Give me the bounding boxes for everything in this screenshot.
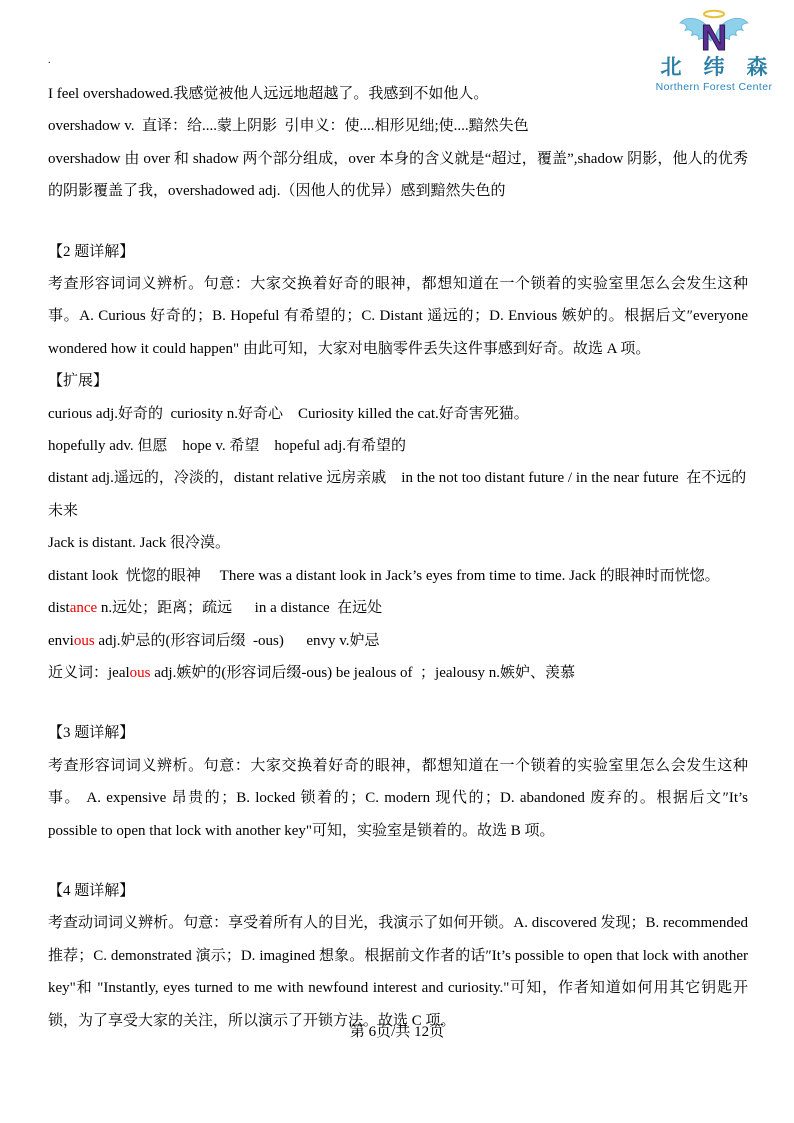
logo-letter-n: N xyxy=(701,17,727,56)
text-segment: adj.妒忌的(形容词后缀 -ous) envy v.妒忌 xyxy=(94,632,380,649)
section-gap xyxy=(48,208,748,236)
text-line: distant adj.遥远的，冷淡的，distant relative 远房亲戚 in the not too distant future / in the near future 在不远的未来 xyxy=(48,470,747,519)
text-segment: 近义词：jeal xyxy=(48,664,130,681)
section-gap xyxy=(48,847,748,875)
text-line xyxy=(48,625,748,657)
section-heading: 【2 题详解】 xyxy=(48,243,135,260)
text-line: curious adj.好奇的 curiosity n.好奇心 Curiosity killed the cat.好奇害死猫。 xyxy=(48,405,529,422)
text-segment: adj.嫉妒的(形容词后缀-ous) be jealous of ；jealousy n.嫉妒、羡慕 xyxy=(150,664,576,681)
section-heading: 【4 题详解】 xyxy=(48,882,135,899)
paragraph: 考查形容词词义辨析。句意：大家交换着好奇的眼神，都想知道在一个锁着的实验室里怎么会发生这种事。 A. expensive 昂贵的；B. locked 锁着的；C. modern 现代的；D. abandoned 废弃的。根据后文″It’s possible to open that lock with another key"可知，实验室是锁着的。故选 B 项。 xyxy=(48,757,748,839)
winged-n-logo-icon xyxy=(676,8,752,56)
document-content xyxy=(48,56,748,1037)
highlighted-suffix: ous xyxy=(73,632,95,649)
paragraph: 考查动词词义辨析。句意：享受着所有人的目光，我演示了如何开锁。A. discovered 发现；B. recommended 推荐；C. demonstrated 演示；D. imagined 想象。根据前文作者的话″It’s possible to open that lock with another key"和 "Instantly, eyes turned to me with newfound interest and curiosity."可知，作者知道如何用其它钥匙开锁，为了享受大家的关注，所以演示了开锁方法。故选 C 项。 xyxy=(48,915,748,1029)
text-line: distant look 恍惚的眼神 There was a distant look in Jack’s eyes from time to time. Jack 的眼神时而恍惚。 xyxy=(48,567,720,584)
section-heading: 【3 题详解】 xyxy=(48,725,135,742)
text-line: overshadow v. 直译：给....蒙上阴影 引申义：使....相形见绌;使....黯然失色 xyxy=(48,118,529,135)
logo-name-english: Northern Forest Center xyxy=(655,81,773,93)
highlighted-suffix: ance xyxy=(69,600,98,617)
text-line xyxy=(48,657,748,689)
page-number-footer: 第 6页/共 12页 xyxy=(349,1024,445,1040)
text-segment: dist xyxy=(48,600,70,617)
text-segment: envi xyxy=(48,632,74,649)
section-gap xyxy=(48,689,748,717)
section-heading: 【扩展】 xyxy=(48,373,109,390)
text-segment: n.远处；距离；疏远 in a distance 在远处 xyxy=(97,600,383,617)
text-line: hopefully adv. 但愿 hope v. 希望 hopeful adj.有希望的 xyxy=(48,438,407,455)
paragraph: overshadow 由 over 和 shadow 两个部分组成，over 本身的含义就是“超过，覆盖”,shadow 阴影，他人的优秀的阴影覆盖了我，overshadowed adj.（因他人的优异）感到黯然失色的 xyxy=(48,150,748,200)
text-line: I feel overshadowed.我感觉被他人远远地超越了。我感到不如他人。 xyxy=(48,86,489,102)
paragraph: 考查形容词词义辨析。句意：大家交换着好奇的眼神，都想知道在一个锁着的实验室里怎么会发生这种事。A. Curious 好奇的；B. Hopeful 有希望的；C. Distant 遥远的；D. Envious 嫉妒的。根据后文″everyone wondered how it could happen" 由此可知，大家对电脑零件丢失这件事感到好奇。故选 A 项。 xyxy=(48,276,748,357)
text-line xyxy=(48,592,748,624)
stray-dot: . xyxy=(48,55,51,66)
logo-name-chinese: 北纬森 xyxy=(660,56,790,79)
highlighted-suffix: ous xyxy=(129,664,151,681)
text-line: Jack is distant. Jack 很冷漠。 xyxy=(48,535,231,552)
